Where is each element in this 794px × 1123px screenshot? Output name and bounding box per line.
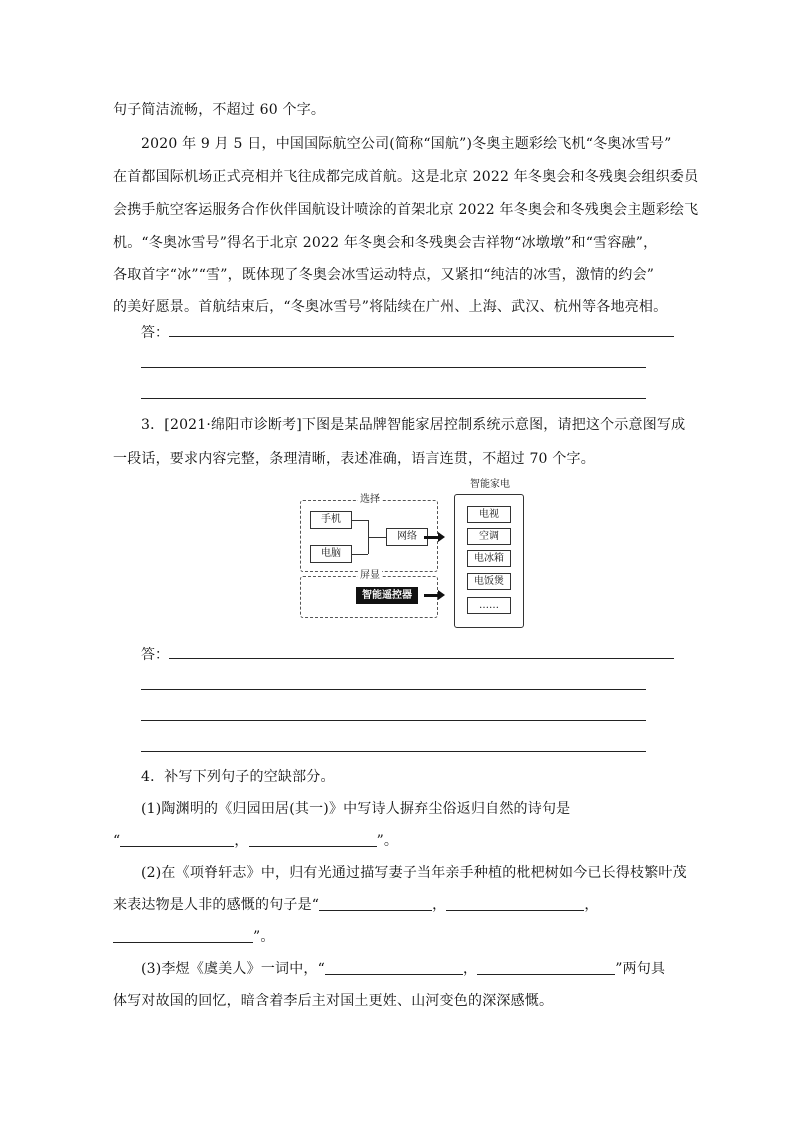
question-4-2-blanks: ”。 (113, 927, 683, 947)
answer-line[interactable] (169, 658, 674, 659)
text-line: 各取首字“冰”“雪”，既体现了冬奥会冰雪运动特点，又紧扣“纯洁的冰雪，激情的约会” (113, 267, 655, 283)
fill-blank[interactable] (113, 928, 253, 943)
question-4-text: 4．补写下列句子的空缺部分。 (141, 769, 335, 785)
text-line: 句子简洁流畅，不超过 60 个字。 (113, 102, 326, 118)
answer-label: 答： (141, 647, 169, 663)
appliance-item: 电冰箱 (467, 550, 511, 567)
question-4-1-text: (1)陶渊明的《归园田居(其一)》中写诗人摒弃尘俗返归自然的诗句是 (141, 801, 571, 817)
text-line: 在首都国际机场正式亮相并飞往成都完成首航。这是北京 2022 年冬奥会和冬残奥会组织委员 (113, 169, 699, 185)
question-4-3-text: 体写对故国的回忆，暗含着李后主对国土更姓、山河变色的深深感慨。 (113, 993, 554, 1009)
answer-line[interactable] (141, 720, 646, 721)
network-box: 网络 (386, 528, 428, 546)
question-3-text: 3．[2021·绵阳市诊断考]下图是某品牌智能家居控制系统示意图，请把这个示意图写成 (141, 417, 686, 433)
computer-box: 电脑 (310, 545, 352, 563)
question-4-2-blanks: 来表达物是人非的感慨的句子是“ ， ， (113, 897, 599, 913)
text-line: 机。“冬奥冰雪号”得名于北京 2022 年冬奥会和冬残奥会吉祥物“冰墩墩”和“雪容融”， (113, 235, 658, 251)
text-line: 的美好愿景。首航结束后，“冬奥冰雪号”将陆续在广州、上海、武汉、杭州等各地亮相。 (113, 299, 668, 315)
select-label: 选择 (360, 494, 380, 505)
arrow-right-icon (438, 532, 445, 542)
question-3-text: 一段话，要求内容完整，条理清晰，表述准确，语言连贯，不超过 70 个字。 (113, 451, 595, 467)
question-4-3-text: (3)李煜《虞美人》一词中，“ ， ”两句具 (141, 961, 666, 977)
fill-blank[interactable] (319, 896, 432, 911)
phone-box: 手机 (310, 511, 352, 529)
appliance-item: 电视 (467, 506, 511, 523)
fill-blank[interactable] (477, 960, 615, 975)
fill-blank[interactable] (446, 896, 584, 911)
remote-box: 智能遥控器 (356, 587, 418, 604)
appliances-title: 智能家电 (470, 479, 510, 490)
answer-line[interactable] (169, 336, 674, 337)
answer-line[interactable] (141, 367, 646, 368)
smart-home-diagram (298, 477, 526, 629)
appliance-item: 电饭煲 (467, 573, 511, 590)
answer-label: 答： (141, 325, 169, 341)
answer-line[interactable] (141, 751, 646, 752)
fill-blank[interactable] (249, 832, 377, 847)
question-4-2-text: (2)在《项脊轩志》中，归有光通过描写妻子当年亲手种植的枇杷树如今已长得枝繁叶茂 (141, 865, 687, 881)
fill-blank[interactable] (120, 832, 234, 847)
appliance-item: …… (467, 597, 511, 614)
appliance-item: 空调 (467, 528, 511, 545)
question-4-1-blanks: “ ， ”。 (113, 833, 399, 849)
answer-line[interactable] (141, 689, 646, 690)
text-line: 会携手航空客运服务合作伙伴国航设计喷涂的首架北京 2022 年冬奥会和冬残奥会主题彩绘飞 (113, 202, 699, 218)
screen-label: 屏显 (360, 570, 380, 581)
answer-line[interactable] (141, 398, 646, 399)
fill-blank[interactable] (325, 960, 463, 975)
arrow-right-icon (438, 590, 445, 600)
text-line: 2020 年 9 月 5 日，中国国际航空公司(简称“国航”)冬奥主题彩绘飞机“冬奥冰雪号” (141, 136, 672, 152)
